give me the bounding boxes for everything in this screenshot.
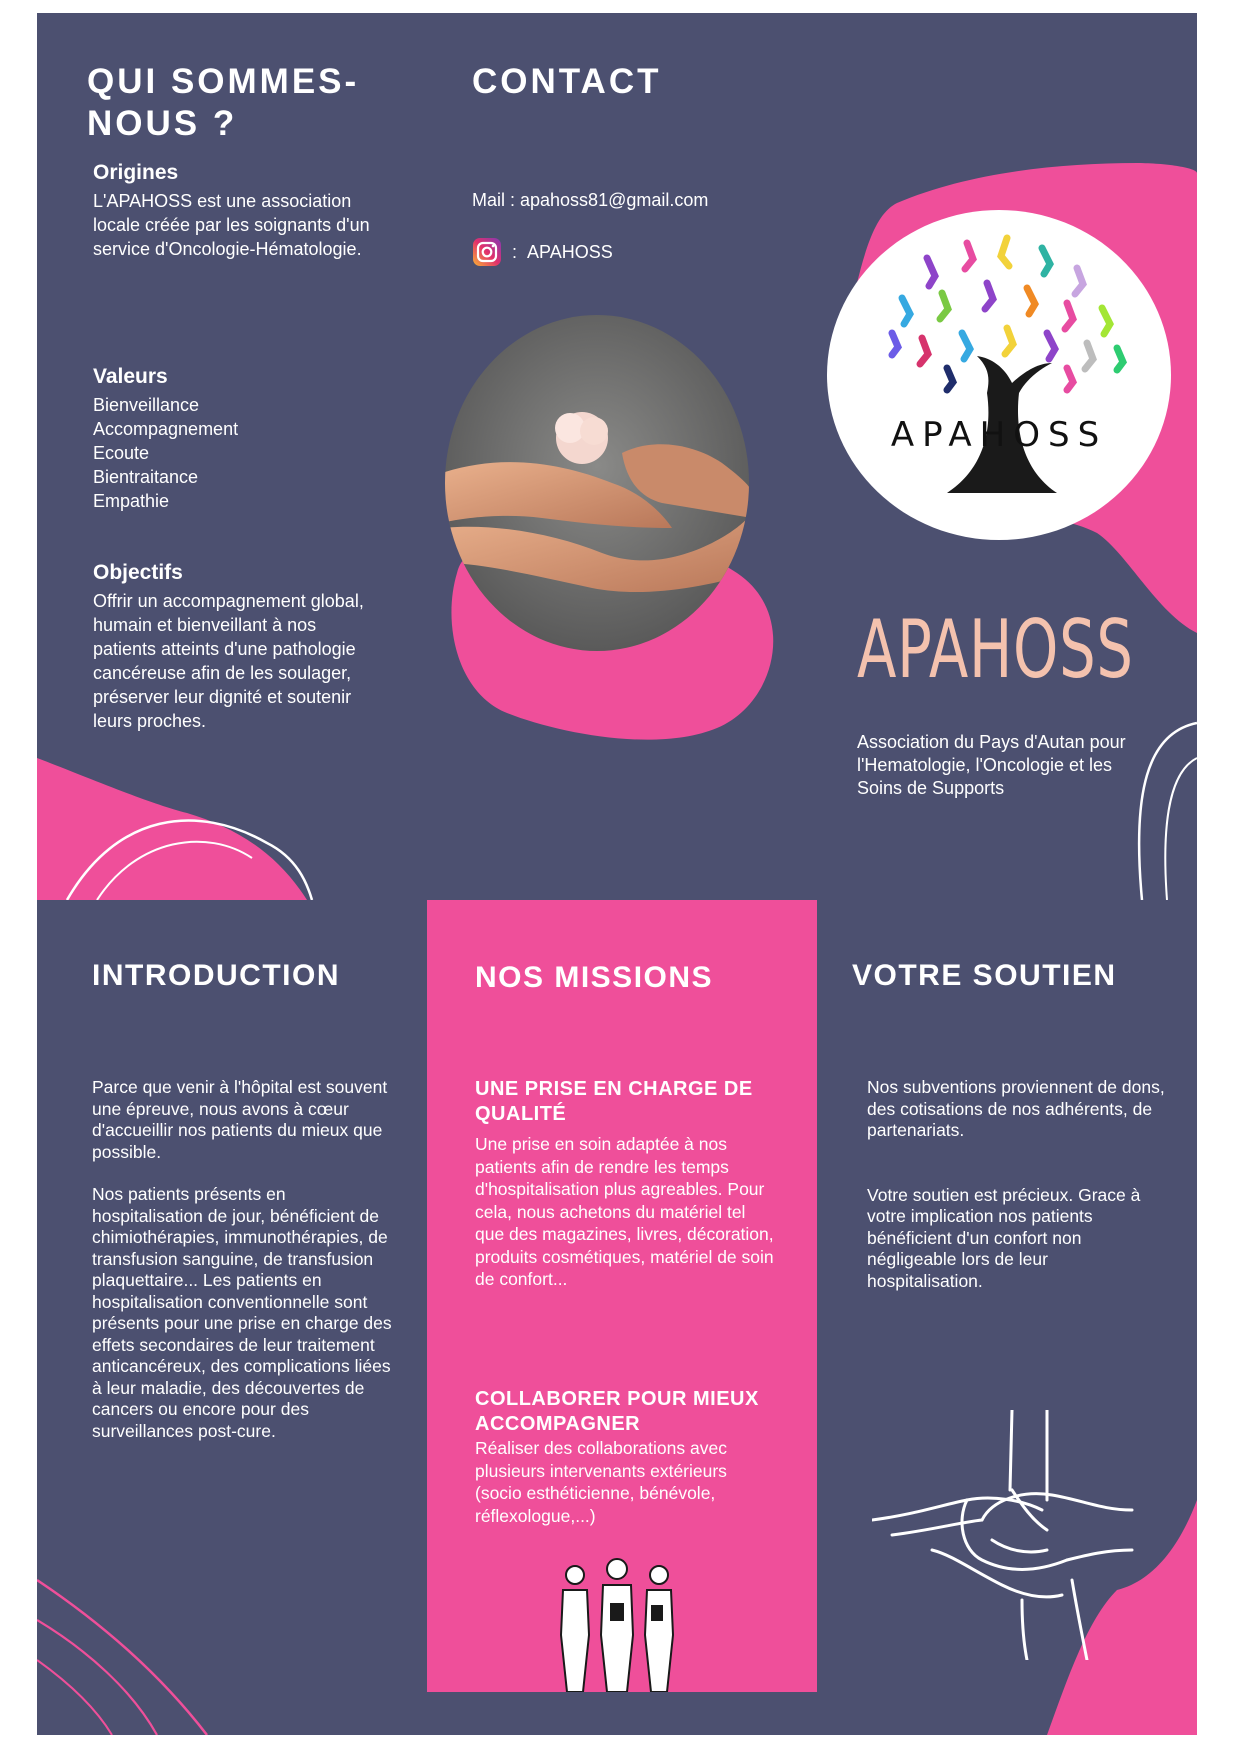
- valeurs-heading: Valeurs: [93, 365, 168, 388]
- about-title: [87, 61, 407, 145]
- valeur-item: Ecoute: [93, 443, 150, 463]
- apahoss-logo: [827, 208, 1172, 543]
- mission-2: [475, 1387, 775, 1527]
- hands-photo: [442, 313, 752, 653]
- contact-mail[interactable]: Mail : apahoss81@gmail.com: [472, 190, 709, 210]
- about-title-line1: QUI SOMMES-: [87, 62, 360, 101]
- mission-1-heading: UNE PRISE EN CHARGE DE QUALITÉ: [475, 1078, 753, 1125]
- soutien-body: [867, 1077, 1167, 1292]
- about-title-line2: NOUS ?: [87, 104, 238, 143]
- introduction-column: [92, 955, 392, 997]
- cover-subtitle: Association du Pays d'Autan pour l'Hematologie, l'Oncologie et les Soins de Supports: [857, 732, 1126, 798]
- objectifs-section: [93, 561, 383, 733]
- caregivers-illustration: [555, 1555, 685, 1692]
- tree-ribbons-illustration: [827, 208, 1172, 543]
- objectifs-text: Offrir un accompagnement global, humain et bienveillant à nos patients atteints d'une pathologie cancéreuse afin de les soulager, préserver leur dignité et soutenir leurs proches.: [93, 591, 364, 731]
- valeur-item: Empathie: [93, 491, 170, 511]
- brochure-inside: [37, 900, 1197, 1735]
- contact-title: CONTACT: [472, 62, 662, 101]
- brochure-sheet: [37, 13, 1197, 1735]
- introduction-title: INTRODUCTION: [92, 959, 340, 992]
- objectifs-heading: Objectifs: [93, 561, 183, 584]
- missions-column: [427, 900, 817, 1692]
- soutien-title: VOTRE SOUTIEN: [852, 959, 1117, 992]
- mission-1-text: Une prise en soin adaptée à nos patients afin de rendre les temps d'hospitalisation plus agreables. Pour cela, nous achetons du matériel tel que des magazines, livres, décoration, produits cosmétiques, matériel de soin de confort...: [475, 1134, 774, 1289]
- soutien-para1: Nos subventions proviennent de dons, des cotisations de nos adhérents, de partenariats.: [867, 1077, 1165, 1140]
- valeurs-list: [93, 393, 383, 513]
- instagram-sep: :: [512, 242, 518, 262]
- soutien-column: [852, 955, 1182, 997]
- mission-2-text: Réaliser des collaborations avec plusieurs intervenants extérieurs (socio esthéticienne, bénévole, réflexologue,...): [475, 1438, 727, 1526]
- contact-column: [472, 61, 802, 103]
- mission-1: [475, 1077, 775, 1291]
- introduction-para1: Parce que venir à l'hôpital est souvent une épreuve, nous avons à cœur d'accueillir nos patients du mieux que possible.: [92, 1077, 388, 1162]
- origines-section: [93, 161, 383, 261]
- missions-title: NOS MISSIONS: [475, 961, 714, 994]
- soutien-para2: Votre soutien est précieux. Grace à votre implication nos patients bénéficient d'un confort non négligeable lors de leur hospitalisation.: [867, 1184, 1141, 1291]
- instagram-contact[interactable]: [472, 237, 802, 267]
- mission-2-heading: COLLABORER POUR MIEUX ACCOMPAGNER: [475, 1388, 759, 1435]
- origines-text: L'APAHOSS est une association locale créée par les soignants d'un service d'Oncologie-Hématologie.: [93, 191, 370, 259]
- introduction-body: [92, 1077, 392, 1442]
- valeurs-section: [93, 365, 383, 513]
- about-column: [87, 61, 407, 145]
- hands-outline-illustration: [872, 1410, 1142, 1660]
- valeur-item: Bientraitance: [93, 467, 199, 487]
- instagram-handle: APAHOSS: [527, 242, 613, 262]
- logo-wordmark: APAHOSS: [890, 415, 1108, 455]
- valeur-item: Bienveillance: [93, 395, 200, 415]
- brochure-outside: [37, 13, 1197, 900]
- introduction-para2: Nos patients présents en hospitalisation de jour, bénéficient de chimiothérapies, immunothérapies, de transfusion sanguine, de transfusion plaquettaire... Les patients en hospitalisation conventionnelle sont présents pour une prise en charge des effets secondaires de leur traitement anticancéreux, des complications liées à leur maladie, des découvertes de cancers ou encore pour des surveillances post-cure.: [92, 1184, 392, 1441]
- origines-heading: Origines: [93, 161, 179, 184]
- cover-title: APAHOSS: [857, 603, 1134, 696]
- valeur-item: Accompagnement: [93, 419, 239, 439]
- instagram-icon: [472, 237, 502, 267]
